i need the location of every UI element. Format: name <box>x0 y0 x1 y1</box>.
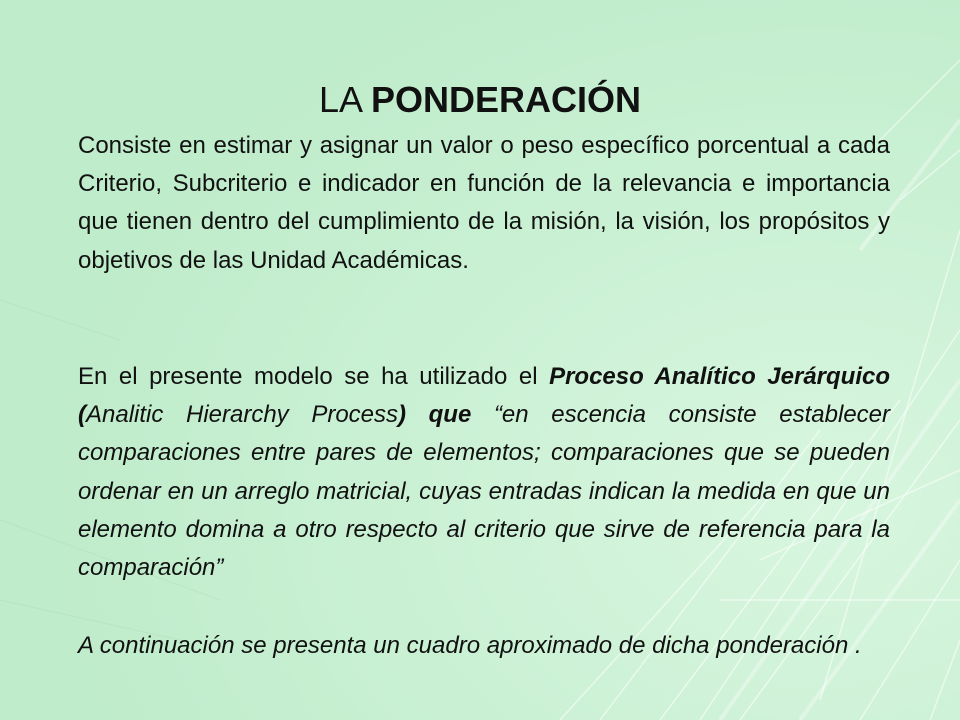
paren-close-que: ) que <box>398 401 472 429</box>
english-name: Analitic Hierarchy Process <box>86 401 399 429</box>
title-prefix: LA <box>318 79 361 120</box>
method-intro: En el presente modelo se ha utilizado el <box>78 363 550 390</box>
method-quote: “en escencia consiste establecer comparaciones entre pares de elementos; comparaciones que se pueden ordenar en un arreglo matricial, cuyas entradas indican la medida en que un elemento domina a otro respecto al criterio que sirve de referencia para la comparación” <box>78 401 891 582</box>
paragraph-definition: Consiste en estimar y asignar un valor o peso específico porcentual a cada Criterio, Subcriterio e indicador en función de la relevancia e importancia que tienen dentro del cumplimiento de la misión, la visión, los propósitos y objetivos de las Unidad Académicas. <box>78 132 890 274</box>
paren-open: ( <box>78 401 86 429</box>
paragraph-continuation: A continuación se presenta un cuadro aproximado de dicha ponderación . <box>78 632 862 659</box>
method-name: Proceso Analítico Jerárquico <box>549 363 890 390</box>
paragraph-method <box>78 358 890 587</box>
title-bold: PONDERACIÓN <box>371 79 642 120</box>
slide-title <box>0 78 960 122</box>
